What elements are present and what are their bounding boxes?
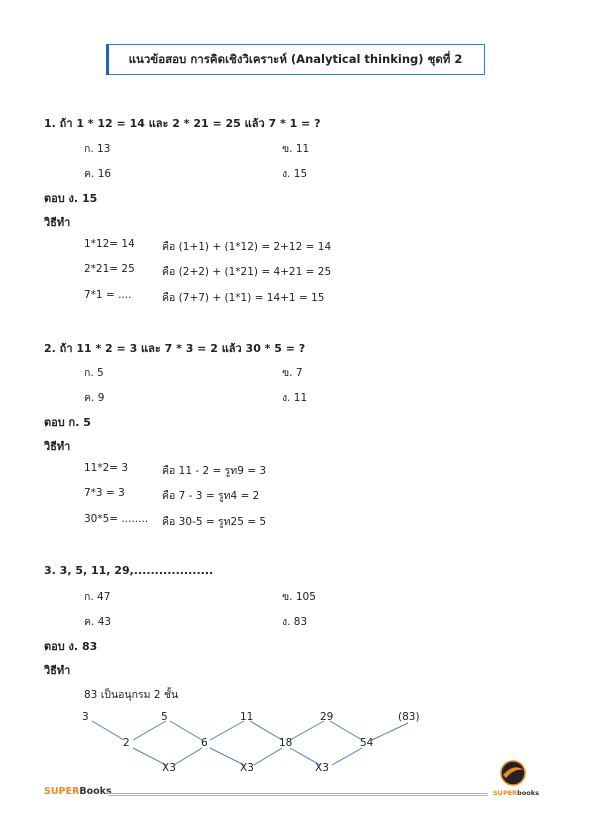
q2-step-1-right: คือ 11 - 2 = รูท9 = 3 <box>162 465 267 477</box>
series-top-term: (83) <box>398 711 420 723</box>
series-top-term: 5 <box>161 711 168 723</box>
logo-wordmark-super: SUPER <box>493 789 518 797</box>
footer-divider <box>108 793 488 796</box>
q1-answer: ตอบ ง. 15 <box>44 192 98 205</box>
question-2: 2. ถ้า 11 * 2 = 3 และ 7 * 3 = 2 แล้ว 30 * 5 = ? <box>44 342 306 355</box>
q3-note: 83 เป็นอนุกรม 2 ชั้น <box>84 689 179 701</box>
q1-step-2-left: 2*21= 25 <box>84 263 135 275</box>
q1-option-c: ค. 16 <box>84 168 112 180</box>
question-3: 3. 3, 5, 11, 29,................... <box>44 564 214 577</box>
diagram-line <box>330 721 362 740</box>
q1-step-1-right: คือ (1+1) + (1*12) = 2+12 = 14 <box>162 241 332 253</box>
q1-step-1-left: 1*12= 14 <box>84 238 135 250</box>
page-title-text: แนวข้อสอบ การคิดเชิงวิเคราะห์ (Analytical thinking) ชุดที่ 2 <box>128 51 463 66</box>
q2-answer: ตอบ ก. 5 <box>44 416 91 429</box>
q1-option-a: ก. 13 <box>84 143 111 155</box>
diagram-line <box>92 721 124 740</box>
footer-brand <box>44 786 112 797</box>
diagram-line <box>174 748 202 765</box>
q2-option-b: ข. 7 <box>282 367 303 379</box>
q2-step-3-left: 30*5= ........ <box>84 513 149 525</box>
series-bottom-ratio: X3 <box>240 762 254 774</box>
diagram-line <box>254 748 282 765</box>
series-bottom-ratio: X3 <box>315 762 329 774</box>
question-1: 1. ถ้า 1 * 12 = 14 และ 2 * 21 = 25 แล้ว 7 * 1 = ? <box>44 117 321 130</box>
q3-option-c: ค. 43 <box>84 616 112 628</box>
q1-option-b: ข. 11 <box>282 143 310 155</box>
diagram-line <box>332 748 362 765</box>
q2-step-2-left: 7*3 = 3 <box>84 487 125 499</box>
diagram-line <box>210 748 244 765</box>
q2-step-2-right: คือ 7 - 3 = รูท4 = 2 <box>162 490 260 502</box>
series-middle-diff: 6 <box>201 737 208 749</box>
q2-method-label: วิธีทำ <box>44 440 71 453</box>
series-middle-diff: 2 <box>123 737 130 749</box>
logo-wordmark <box>493 789 539 797</box>
diagram-line <box>170 721 202 740</box>
q1-step-3-right: คือ (7+7) + (1*1) = 14+1 = 15 <box>162 292 325 304</box>
series-middle-diff: 18 <box>279 737 293 749</box>
q2-option-a: ก. 5 <box>84 367 104 379</box>
superbooks-logo-icon <box>498 758 528 788</box>
diagram-line <box>290 721 324 740</box>
q2-step-3-right: คือ 30-5 = รูท25 = 5 <box>162 516 267 528</box>
q3-method-label: วิธีทำ <box>44 664 71 677</box>
diagram-line <box>372 723 408 740</box>
q1-step-2-right: คือ (2+2) + (1*21) = 4+21 = 25 <box>162 266 332 278</box>
diagram-line <box>210 721 244 740</box>
q3-answer: ตอบ ง. 83 <box>44 640 98 653</box>
q2-option-c: ค. 9 <box>84 392 105 404</box>
q2-option-d: ง. 11 <box>282 392 308 404</box>
footer-brand-super: SUPER <box>44 786 80 797</box>
series-top-term: 29 <box>320 711 334 723</box>
q1-method-label: วิธีทำ <box>44 216 71 229</box>
q2-step-1-left: 11*2= 3 <box>84 462 129 474</box>
series-top-term: 3 <box>82 711 89 723</box>
q3-option-a: ก. 47 <box>84 591 111 603</box>
series-bottom-ratio: X3 <box>162 762 176 774</box>
q3-option-d: ง. 83 <box>282 616 308 628</box>
diagram-line <box>133 721 166 740</box>
q1-option-d: ง. 15 <box>282 168 308 180</box>
series-middle-diff: 54 <box>360 737 374 749</box>
q3-option-b: ข. 105 <box>282 591 316 603</box>
footer-brand-books: Books <box>79 786 112 797</box>
q1-step-3-left: 7*1 = .... <box>84 289 132 301</box>
logo-wordmark-books: books <box>517 789 539 797</box>
series-top-term: 11 <box>240 711 254 723</box>
diagram-line <box>250 721 282 740</box>
